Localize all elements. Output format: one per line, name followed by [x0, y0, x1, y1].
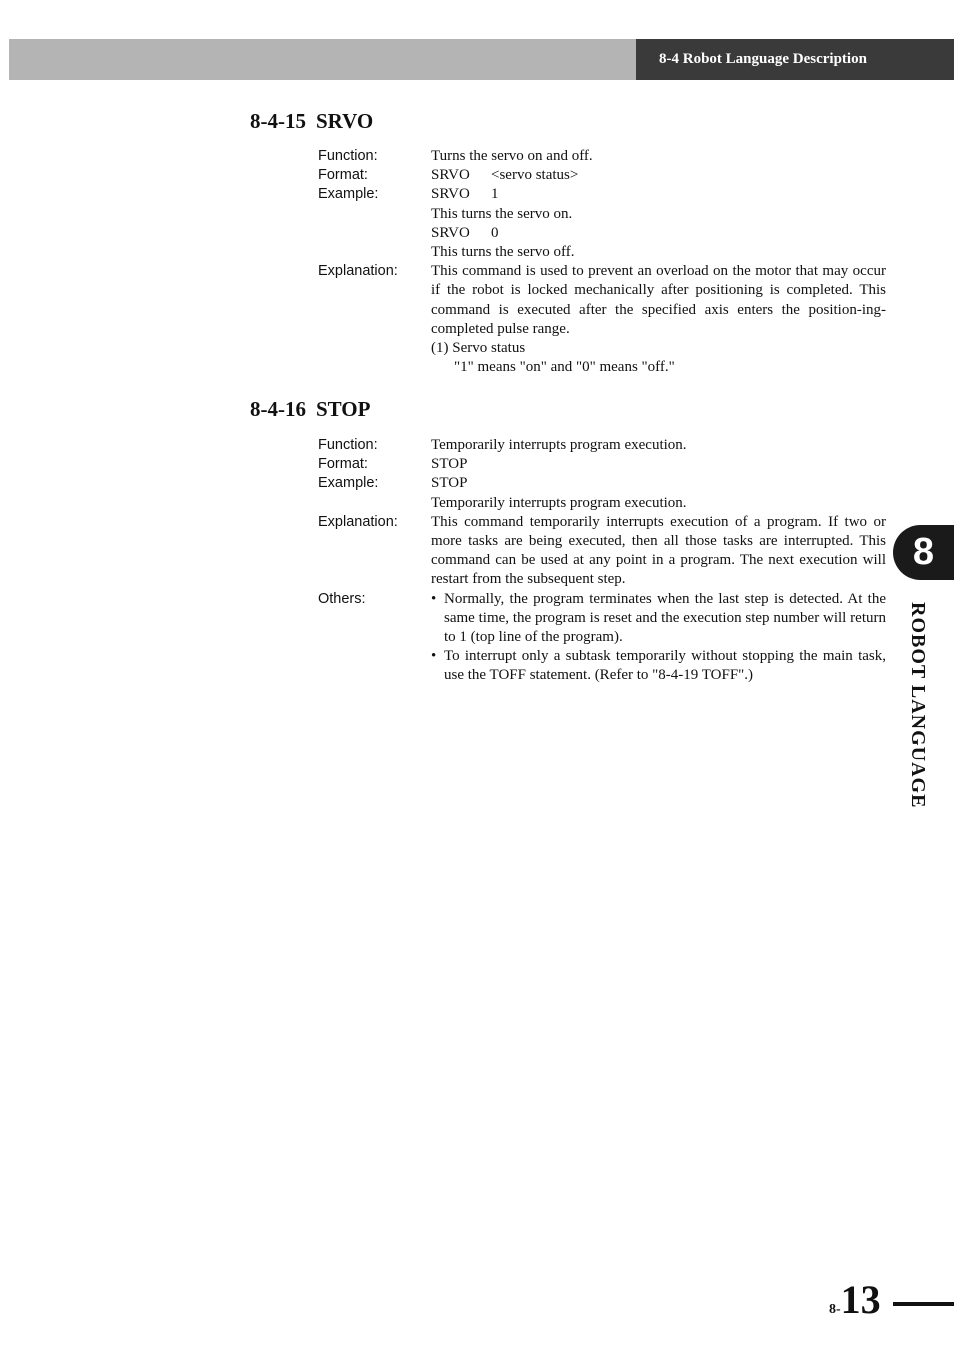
format-row	[318, 455, 886, 474]
explanation-row	[318, 513, 886, 590]
section-number: 8-4-15	[250, 109, 306, 133]
section-number: 8-4-16	[250, 397, 306, 421]
function-text: Temporarily interrupts program execution.	[431, 437, 687, 453]
format-argument: <servo status>	[491, 167, 579, 184]
section-title-stop	[250, 397, 370, 422]
list-item: • Normally, the program terminates when the last step is detected. At the same time, the program is reset and the execution step number will return to 1 (top line of the program).	[431, 590, 886, 648]
function-text: Turns the servo on and off.	[431, 148, 593, 164]
section-name: STOP	[316, 397, 371, 421]
header-section-label: 8-4 Robot Language Description	[636, 39, 954, 80]
format-row	[318, 166, 886, 185]
function-row	[318, 436, 886, 455]
example-row	[318, 474, 886, 512]
format-keyword: SRVO	[431, 167, 470, 184]
example-code-line	[431, 224, 886, 243]
example-argument: 0	[491, 224, 499, 241]
example-description: This turns the servo off.	[431, 244, 575, 261]
example-code-line: STOP	[431, 475, 468, 492]
others-text	[431, 590, 886, 686]
page-prefix: 8-	[829, 1302, 841, 1317]
format-label: Format:	[318, 456, 368, 473]
explanation-label: Explanation:	[318, 513, 398, 530]
section-title-srvo	[250, 109, 373, 134]
format-text	[431, 166, 886, 185]
page-number-value: 13	[840, 1277, 881, 1322]
chapter-tab: 8	[893, 525, 954, 580]
others-list	[431, 590, 886, 686]
others-row	[318, 590, 886, 686]
list-item: • To interrupt only a subtask temporarily without stopping the main task, use the TOFF statement. (Refer to "8-4-19 TOFF".)	[431, 647, 886, 685]
chapter-side-label: ROBOT LANGUAGE	[907, 602, 929, 809]
srvo-definition-list	[318, 147, 886, 377]
format-text: STOP	[431, 456, 468, 473]
example-text	[431, 474, 886, 512]
function-label: Function:	[318, 437, 378, 453]
explanation-text	[431, 262, 886, 377]
function-row	[318, 147, 886, 166]
header-bar	[9, 39, 636, 80]
example-row	[318, 185, 886, 262]
example-label: Example:	[318, 475, 379, 492]
page-number	[829, 1276, 881, 1323]
servo-status-text: "1" means "on" and "0" means "off."	[454, 359, 675, 376]
example-description: This turns the servo on.	[431, 205, 573, 222]
example-code-line	[431, 185, 886, 204]
example-text	[431, 185, 886, 262]
page-number-rule	[893, 1302, 954, 1306]
example-argument: 1	[491, 186, 499, 203]
format-label: Format:	[318, 167, 368, 184]
function-label: Function:	[318, 148, 378, 164]
explanation-row	[318, 262, 886, 377]
others-label: Others:	[318, 590, 366, 607]
example-keyword: SRVO	[431, 224, 470, 241]
explanation-text: This command temporarily interrupts execution of a program. If two or more tasks are being executed, then all those tasks are interrupted. This command can be used at any point in a program. The next execution will restart from the subsequent step.	[431, 513, 886, 588]
example-description: Temporarily interrupts program execution.	[431, 494, 687, 511]
stop-definition-list	[318, 436, 886, 686]
example-label: Example:	[318, 186, 379, 203]
servo-status-heading: (1) Servo status	[431, 340, 526, 357]
section-name: SRVO	[316, 109, 374, 133]
explanation-paragraph: This command is used to prevent an overload on the motor that may occur if the robot is locked mechanically after positioning is completed. This command is executed after the specified axis enters the position-ing-completed pulse range.	[431, 263, 886, 337]
example-keyword: SRVO	[431, 186, 470, 203]
explanation-label: Explanation:	[318, 263, 398, 280]
